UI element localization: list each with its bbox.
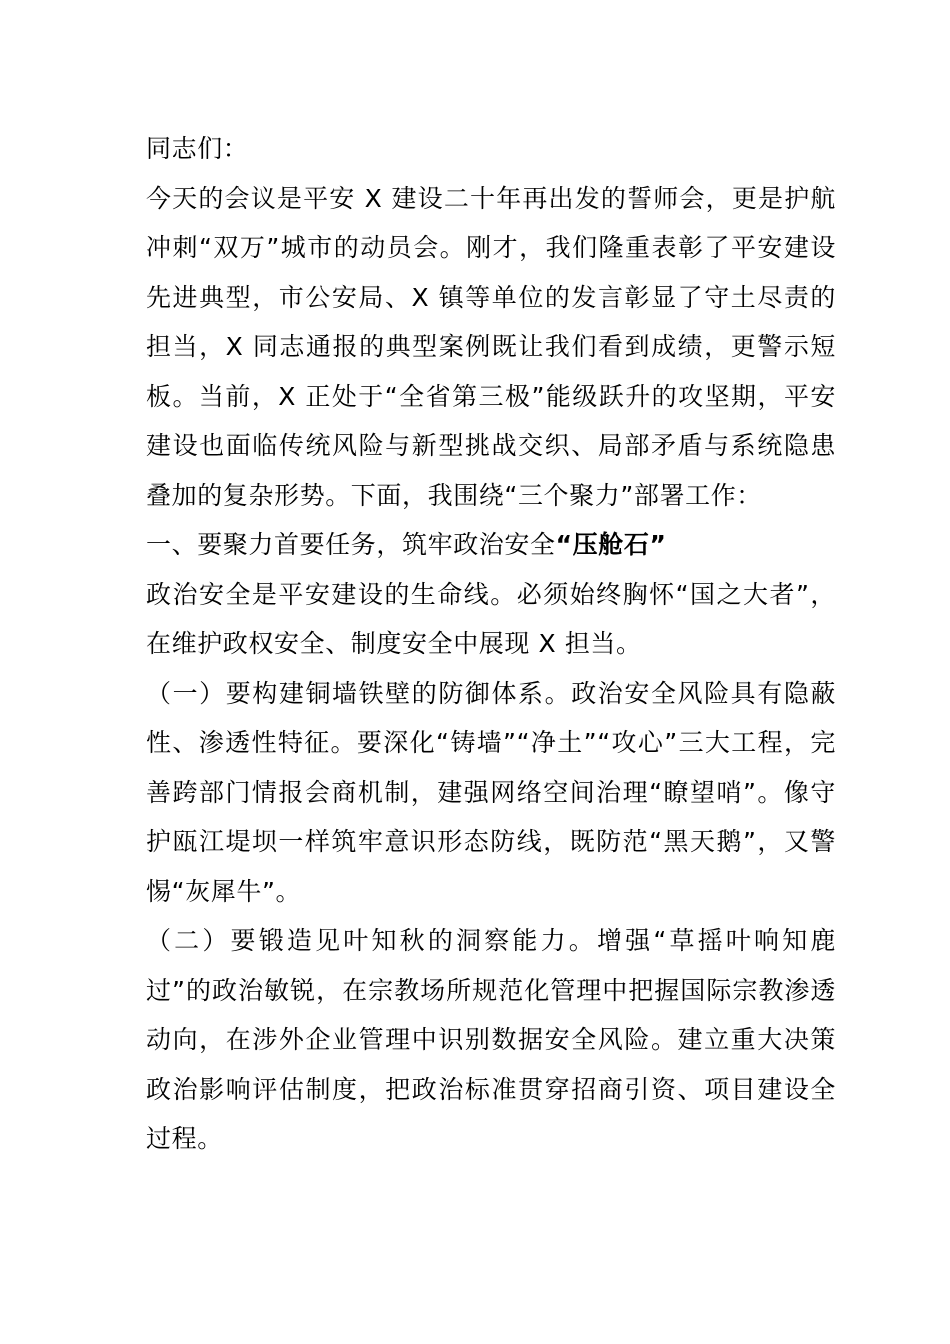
section-one-item-1: （一）要构建铜墙铁壁的防御体系。政治安全风险具有隐蔽性、渗透性特征。要深化“铸墙”“净土”“攻心”三大工程，完善跨部门情报会商机制，建强网络空间治理“瞭望哨”。像守护瓯江堤坝一样筑牢意识形态防线，既防范“黑天鹅”，又警惕“灰犀牛”。 xyxy=(146,678,836,906)
section-one-item-2: （二）要锻造见叶知秋的洞察能力。增强“草摇叶响知鹿过”的政治敏锐，在宗教场所规范化管理中把握国际宗教渗透动向，在涉外企业管理中识别数据安全风险。建立重大决策政治影响评估制度，把政治标准贯穿招商引资、项目建设全过程。 xyxy=(146,926,836,1153)
salutation: 同志们： xyxy=(146,134,249,163)
section-one-heading-text: 一、要聚力首要任务，筑牢政治安全 xyxy=(146,530,556,559)
document-body xyxy=(146,124,836,1164)
section-one-intro: 政治安全是平安建设的生命线。必须始终胸怀“国之大者”，在维护政权安全、制度安全中展现 X 担当。 xyxy=(146,579,836,658)
opening-paragraph: 今天的会议是平安 X 建设二十年再出发的誓师会，更是护航冲刺“双万”城市的动员会。刚才，我们隆重表彰了平安建设先进典型，市公安局、X 镇等单位的发言彰显了守土尽责的担当，X 同志通报的典型案例既让我们看到成绩，更警示短板。当前，X 正处于“全省第三极”能级跃升的攻坚期，平安建设也面临传统风险与新型挑战交织、局部矛盾与系统隐患叠加的复杂形势。下面，我围绕“三个聚力”部署工作： xyxy=(146,183,836,510)
section-one-heading xyxy=(146,520,836,570)
section-one-heading-quote: “压舱石” xyxy=(555,530,667,559)
